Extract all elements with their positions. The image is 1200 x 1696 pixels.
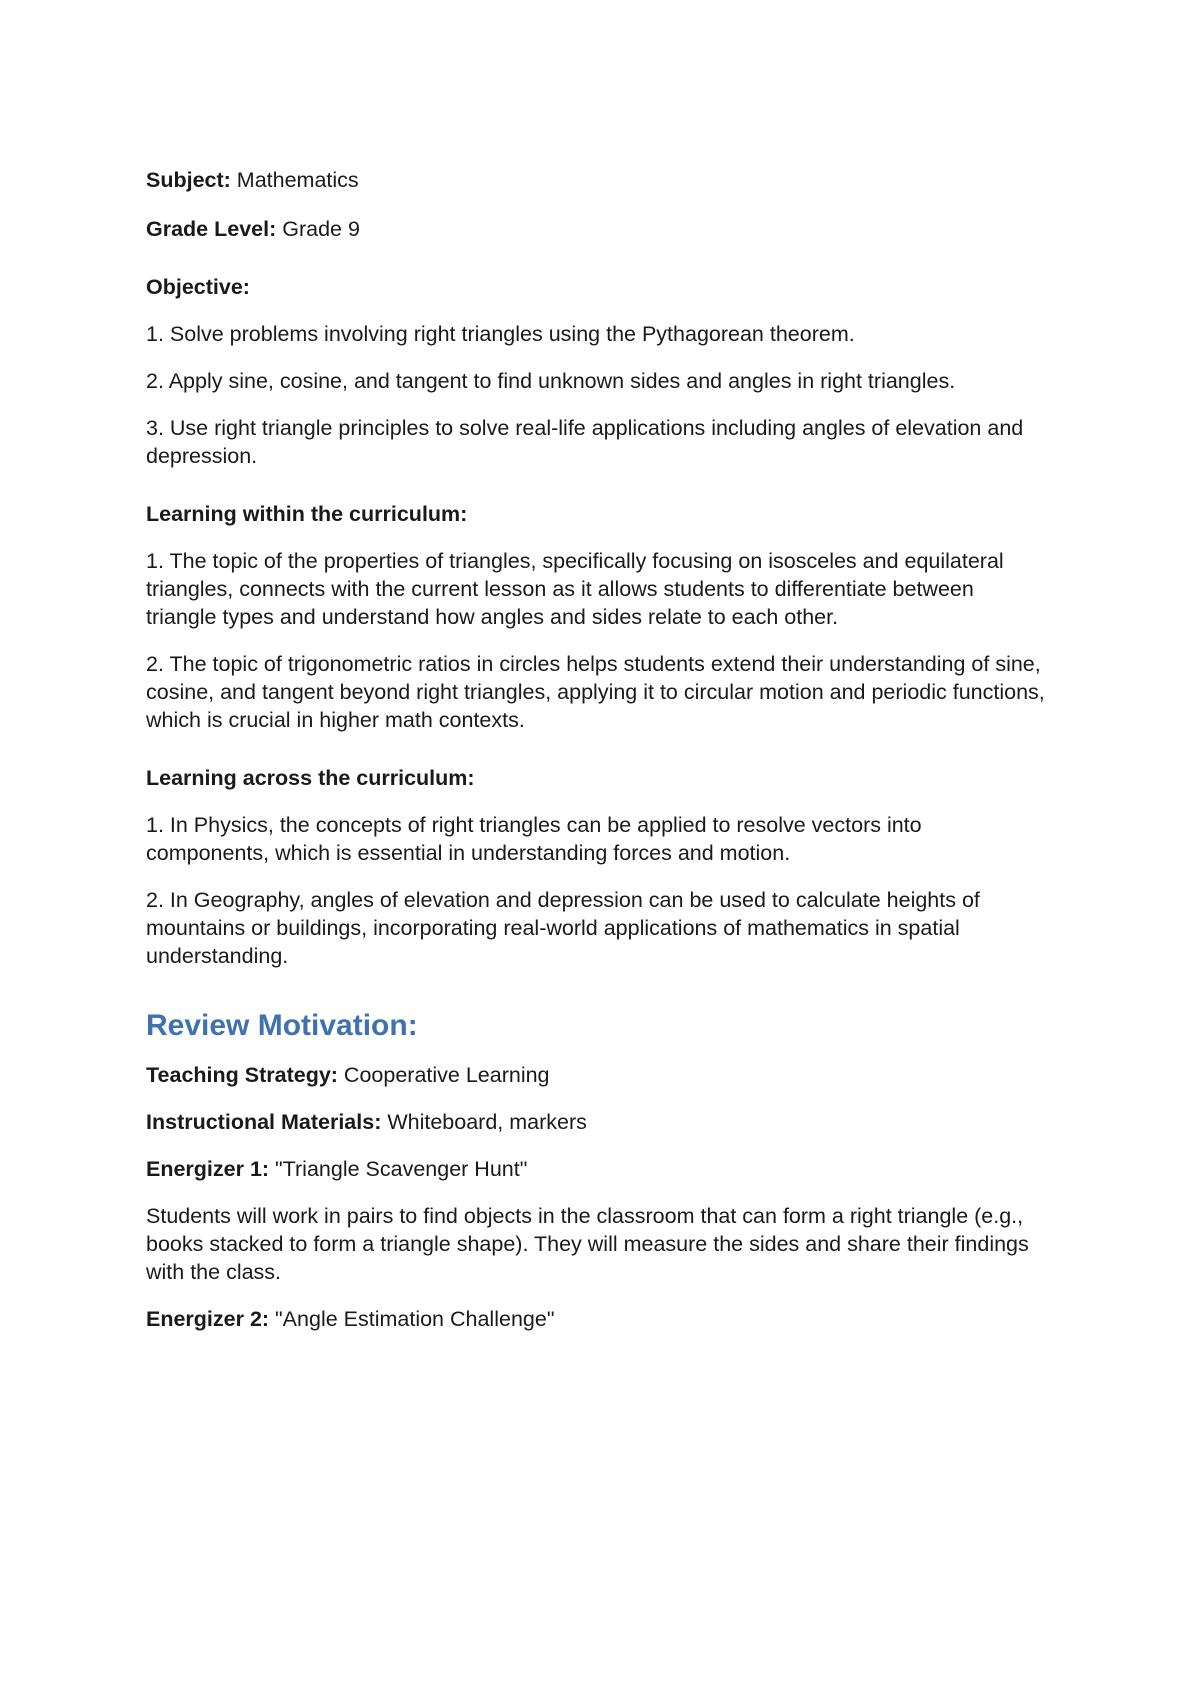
energizer-2-value: "Angle Estimation Challenge" [269, 1307, 555, 1331]
within-curriculum-heading: Learning within the curriculum: [146, 502, 468, 526]
within-item-2: 2. The topic of trigonometric ratios in circles helps students extend their understanding of sine, cosine, and tangent beyond right triangles, applying it to circular motion and periodic functions, which is crucial in higher math contexts. [146, 652, 1045, 732]
energizer-2-line [146, 1305, 1046, 1333]
objective-item-2: 2. Apply sine, cosine, and tangent to find unknown sides and angles in right triangles. [146, 369, 956, 393]
energizer-1-label: Energizer 1: [146, 1157, 270, 1181]
document-page [146, 166, 1046, 1352]
energizer-2-label: Energizer 2: [146, 1307, 270, 1331]
teaching-strategy-label: Teaching Strategy: [146, 1063, 338, 1087]
grade-value: Grade 9 [276, 217, 360, 241]
review-motivation-heading: Review Motivation: [146, 1009, 418, 1042]
instructional-materials-label: Instructional Materials: [146, 1110, 382, 1134]
subject-value: Mathematics [230, 168, 359, 192]
subject-line [146, 166, 1046, 194]
across-item-2: 2. In Geography, angles of elevation and depression can be used to calculate heights of mountains or buildings, incorporating real-world applications of mathematics in spatial understanding. [146, 888, 980, 968]
across-curriculum-heading: Learning across the curriculum: [146, 766, 475, 790]
energizer-1-line [146, 1155, 1046, 1183]
teaching-strategy-line [146, 1061, 1046, 1089]
energizer-1-value: "Triangle Scavenger Hunt" [269, 1157, 528, 1181]
grade-label: Grade Level: [146, 217, 277, 241]
objective-item-3: 3. Use right triangle principles to solve real-life applications including angles of elevation and depression. [146, 416, 1024, 468]
objective-item-1: 1. Solve problems involving right triangles using the Pythagorean theorem. [146, 322, 855, 346]
subject-label: Subject: [146, 168, 231, 192]
within-item-1: 1. The topic of the properties of triangles, specifically focusing on isosceles and equilateral triangles, connects with the current lesson as it allows students to differentiate between triangle types and understand how angles and sides relate to each other. [146, 549, 1004, 629]
objective-heading: Objective: [146, 275, 250, 299]
energizer-1-description: Students will work in pairs to find objects in the classroom that can form a right triangle (e.g., books stacked to form a triangle shape). They will measure the sides and share their findings with the class. [146, 1204, 1029, 1284]
teaching-strategy-value: Cooperative Learning [337, 1063, 550, 1087]
instructional-materials-value: Whiteboard, markers [381, 1110, 587, 1134]
instructional-materials-line [146, 1108, 1046, 1136]
across-item-1: 1. In Physics, the concepts of right triangles can be applied to resolve vectors into components, which is essential in understanding forces and motion. [146, 813, 922, 865]
grade-line [146, 215, 1046, 243]
